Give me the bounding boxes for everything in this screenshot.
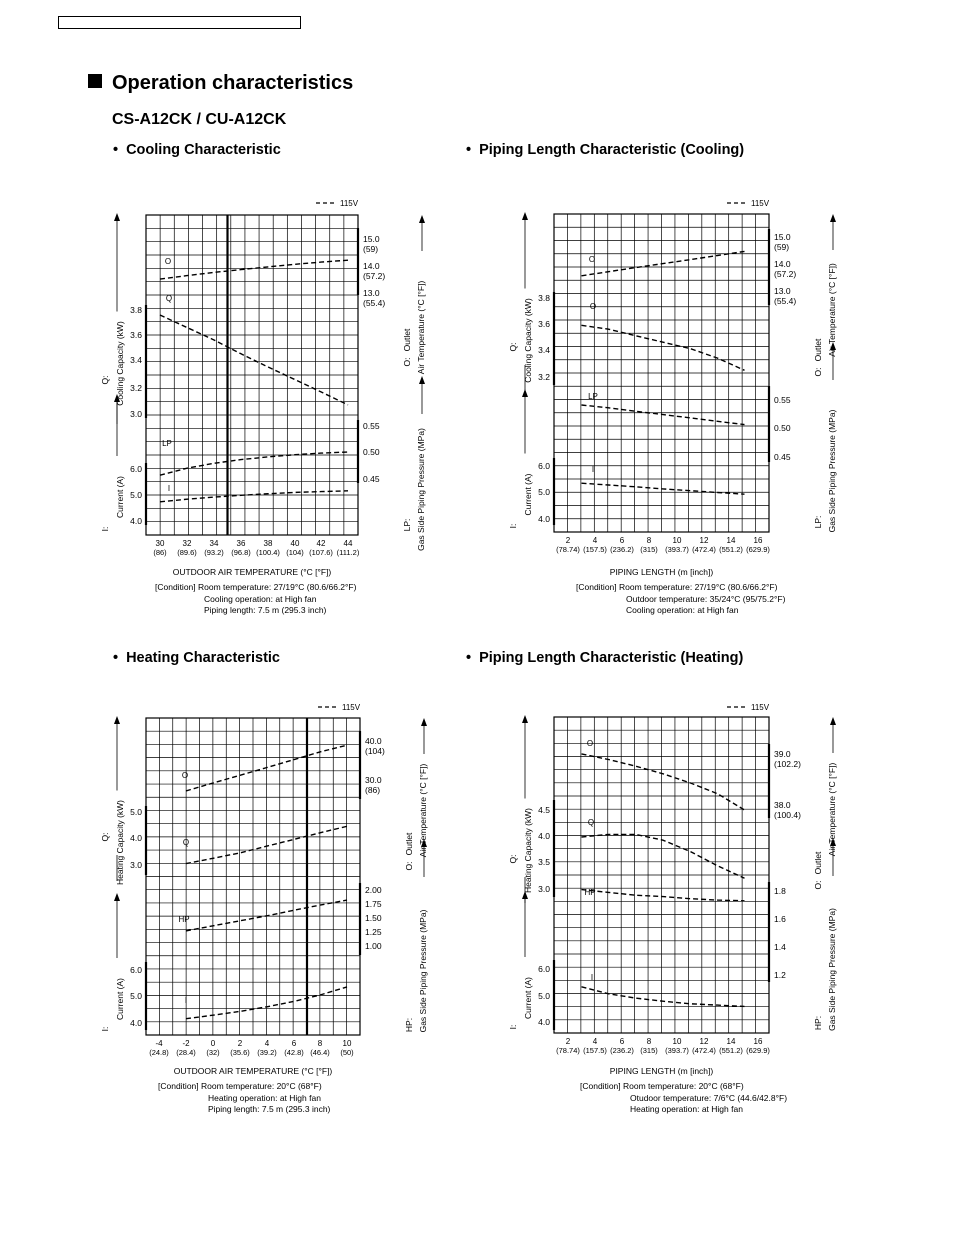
- left-bottom-axis-letter: I:: [100, 1026, 110, 1032]
- condition-line: Outdoor temperature: 35/24°C (95/75.2°F): [626, 594, 786, 604]
- left-top-tick: 3.4: [538, 345, 550, 355]
- left-top-axis-label: Cooling Capacity (kW): [115, 321, 125, 406]
- right-top-axis-letter: O:: [404, 861, 414, 871]
- x-tick-label: 4: [592, 536, 598, 545]
- curve-label: Q: [587, 818, 595, 827]
- curve-label: I: [184, 996, 188, 1005]
- x-tick-sub-label: (157.5): [583, 545, 607, 554]
- x-tick-label: 32: [182, 539, 192, 548]
- x-tick-sub-label: (393.7): [665, 545, 689, 554]
- left-top-axis-label: Heating Capacity (kW): [523, 807, 533, 894]
- x-tick-sub-label: (472.4): [692, 1046, 716, 1055]
- left-bottom-tick: 6.0: [130, 965, 142, 975]
- left-top-tick: 3.0: [130, 409, 142, 419]
- arrow-up-icon: [830, 214, 836, 222]
- model-name: CS-A12CK / CU-A12CK: [112, 111, 287, 128]
- left-top-tick: 5.0: [130, 807, 142, 817]
- right-top-tick: 14.0: [363, 261, 380, 271]
- x-tick-label: -2: [182, 1039, 190, 1048]
- curve-label: LP: [588, 392, 598, 401]
- right-top-tick: 38.0: [774, 800, 791, 810]
- x-tick-sub-label: (86): [153, 548, 167, 557]
- legend-label: 115V: [751, 703, 770, 712]
- x-tick-label: 2: [237, 1039, 243, 1048]
- left-top-axis-label: Heating Capacity (kW): [115, 799, 125, 886]
- left-top-axis-letter: Q:: [100, 375, 110, 385]
- right-top-tick: 39.0: [774, 749, 791, 759]
- x-tick-label: 34: [209, 539, 219, 548]
- x-tick-label: 12: [699, 1037, 709, 1046]
- right-bottom-tick: 0.55: [363, 421, 380, 431]
- series-line-I: [582, 987, 745, 1007]
- right-bottom-tick: 0.45: [774, 452, 791, 462]
- right-bottom-axis-letter: HP:: [813, 1015, 823, 1031]
- x-tick-sub-label: (100.4): [256, 548, 280, 557]
- x-tick-label: 10: [672, 1037, 682, 1046]
- left-bottom-tick: 6.0: [130, 464, 142, 474]
- right-top-axis-letter: O:: [813, 880, 823, 890]
- right-top-tick: 13.0: [363, 288, 380, 298]
- chart-0: [100, 199, 426, 615]
- x-tick-label: 6: [619, 536, 625, 545]
- x-tick-sub-label: (39.2): [257, 1048, 277, 1057]
- curve-label: LP: [162, 439, 172, 448]
- right-top-tick-sub: (59): [363, 244, 379, 254]
- left-bottom-axis-letter: I:: [508, 523, 518, 529]
- x-tick-label: 14: [726, 536, 736, 545]
- x-tick-sub-label: (157.5): [583, 1046, 607, 1055]
- arrow-up-icon: [522, 389, 528, 397]
- arrow-up-icon: [419, 215, 425, 223]
- right-top-tick: 13.0: [774, 286, 791, 296]
- section-title-text: Operation characteristics: [112, 72, 354, 94]
- x-tick-sub-label: (78.74): [556, 1046, 580, 1055]
- left-top-tick: 3.4: [130, 355, 142, 365]
- left-top-axis-letter: Q:: [508, 854, 518, 864]
- curve-label: HP: [584, 888, 596, 897]
- condition-line: Heating operation: at High fan: [630, 1104, 743, 1114]
- right-bottom-tick: 0.50: [774, 423, 791, 433]
- right-bottom-tick: 1.75: [365, 899, 382, 909]
- left-bottom-axis-letter: I:: [100, 526, 110, 532]
- curve-label: Q: [165, 294, 173, 303]
- right-top-axis-label-b: Air Temperature (°C [°F]): [827, 263, 837, 357]
- curve-label: O: [181, 771, 189, 780]
- x-tick-label: -4: [155, 1039, 163, 1048]
- x-tick-label: 40: [290, 539, 300, 548]
- x-tick-sub-label: (551.2): [719, 1046, 743, 1055]
- x-tick-label: 6: [291, 1039, 297, 1048]
- x-tick-sub-label: (78.74): [556, 545, 580, 554]
- right-bottom-axis-letter: LP:: [813, 515, 823, 529]
- right-bottom-axis-label: Gas Side Piping Pressure (MPa): [827, 908, 837, 1031]
- right-bottom-tick: 2.00: [365, 885, 382, 895]
- right-bottom-tick: 1.6: [774, 914, 786, 924]
- x-tick-sub-label: (315): [640, 545, 658, 554]
- condition-line: Piping length: 7.5 m (295.3 inch): [208, 1104, 331, 1114]
- right-bottom-axis-label: Gas Side Piping Pressure (MPa): [416, 428, 426, 551]
- bullet-icon: •: [466, 650, 472, 666]
- right-top-axis-label-a: Outlet: [404, 832, 414, 856]
- right-top-axis-label-a: Outlet: [402, 328, 412, 352]
- x-tick-label: 6: [619, 1037, 625, 1046]
- x-tick-label: 8: [646, 536, 652, 545]
- left-bottom-tick: 4.0: [130, 1018, 142, 1028]
- curve-label: HP: [178, 915, 190, 924]
- x-tick-label: 8: [646, 1037, 652, 1046]
- x-tick-sub-label: (393.7): [665, 1046, 689, 1055]
- right-top-axis-label-b: Air Temperature (°C [°F]): [827, 762, 837, 857]
- right-top-tick: 40.0: [365, 736, 382, 746]
- bullet-icon: •: [113, 142, 119, 158]
- x-tick-label: 12: [699, 536, 709, 545]
- x-tick-label: 36: [236, 539, 246, 548]
- x-tick-sub-label: (107.6): [309, 548, 333, 557]
- arrow-up-icon: [114, 716, 120, 724]
- right-bottom-tick: 1.8: [774, 886, 786, 896]
- condition-line: [Condition] Room temperature: 20°C (68°F): [158, 1081, 322, 1091]
- x-tick-sub-label: (89.6): [177, 548, 197, 557]
- right-bottom-tick: 1.50: [365, 913, 382, 923]
- series-line-HP: [582, 890, 745, 901]
- chart-2: [100, 703, 428, 1114]
- x-tick-label: 10: [342, 1039, 352, 1048]
- x-tick-label: 4: [264, 1039, 270, 1048]
- right-bottom-tick: 1.2: [774, 970, 786, 980]
- series-line-Q: [582, 834, 745, 878]
- left-top-tick: 4.0: [130, 833, 142, 843]
- x-tick-sub-label: (93.2): [204, 548, 224, 557]
- x-tick-label: 16: [753, 536, 763, 545]
- left-bottom-tick: 6.0: [538, 461, 550, 471]
- right-top-tick-sub: (86): [365, 785, 381, 795]
- x-axis-label: OUTDOOR AIR TEMPERATURE (°C [°F]): [172, 567, 332, 577]
- left-top-tick: 3.2: [538, 372, 550, 382]
- right-bottom-axis-label: Gas Side Piping Pressure (MPa): [827, 409, 837, 533]
- subtitle-text: Piping Length Characteristic (Cooling): [479, 142, 745, 158]
- subtitle-text: Heating Characteristic: [126, 650, 280, 666]
- left-top-tick: 3.8: [538, 293, 550, 303]
- condition-line: Heating operation: at High fan: [208, 1093, 321, 1103]
- right-top-tick-sub: (57.2): [363, 271, 386, 281]
- left-bottom-tick: 4.0: [130, 516, 142, 526]
- x-tick-label: 42: [316, 539, 326, 548]
- right-bottom-axis-letter: HP:: [404, 1017, 414, 1033]
- series-line-O: [582, 251, 745, 275]
- x-tick-sub-label: (32): [206, 1048, 220, 1057]
- x-tick-sub-label: (236.2): [610, 1046, 634, 1055]
- condition-line: [Condition] Room temperature: 20°C (68°F): [580, 1081, 744, 1091]
- x-tick-sub-label: (236.2): [610, 545, 634, 554]
- x-tick-label: 2: [565, 1037, 571, 1046]
- right-top-tick: 30.0: [365, 775, 382, 785]
- x-tick-sub-label: (104): [286, 548, 304, 557]
- left-bottom-tick: 5.0: [130, 490, 142, 500]
- left-bottom-axis-letter: I:: [508, 1024, 518, 1030]
- x-tick-label: 14: [726, 1037, 736, 1046]
- x-tick-sub-label: (96.8): [231, 548, 251, 557]
- right-bottom-tick: 1.00: [365, 941, 382, 951]
- right-top-axis-label-b: Air Temperature (°C [°F]): [416, 280, 426, 375]
- bullet-icon: •: [466, 142, 472, 158]
- x-tick-label: 10: [672, 536, 682, 545]
- left-bottom-axis-label: Current (A): [115, 977, 125, 1021]
- x-tick-sub-label: (315): [640, 1046, 658, 1055]
- left-top-axis-label: Cooling Capacity (kW): [523, 298, 533, 383]
- x-tick-sub-label: (629.9): [746, 1046, 770, 1055]
- arrow-up-icon: [522, 715, 528, 723]
- left-top-axis-letter: Q:: [100, 832, 110, 842]
- left-top-tick: 3.0: [538, 884, 550, 894]
- x-tick-label: 38: [263, 539, 273, 548]
- x-tick-sub-label: (50): [340, 1048, 354, 1057]
- arrow-up-icon: [522, 212, 528, 220]
- curve-label: O: [586, 739, 594, 748]
- right-top-tick: 15.0: [774, 232, 791, 242]
- left-bottom-axis-label: Current (A): [523, 473, 533, 516]
- left-top-tick: 3.8: [130, 305, 142, 315]
- right-top-axis-label-a: Outlet: [813, 851, 823, 875]
- left-top-tick: 4.0: [538, 831, 550, 841]
- arrow-up-icon: [419, 376, 425, 384]
- left-top-tick: 3.6: [130, 330, 142, 340]
- right-bottom-tick: 1.25: [365, 927, 382, 937]
- curve-label: I: [590, 973, 594, 982]
- right-top-tick: 15.0: [363, 234, 380, 244]
- legend-label: 115V: [340, 199, 359, 208]
- left-top-axis-letter: Q:: [508, 342, 518, 352]
- x-tick-label: 44: [343, 539, 353, 548]
- left-top-tick: 3.2: [130, 383, 142, 393]
- chart-3: [508, 703, 837, 1114]
- curve-label: I: [591, 465, 595, 474]
- right-top-tick-sub: (55.4): [774, 296, 797, 306]
- x-tick-label: 8: [317, 1039, 323, 1048]
- arrow-up-icon: [114, 893, 120, 901]
- right-top-axis-label-b: Air Temperature (°C [°F]): [418, 763, 428, 858]
- right-bottom-axis-letter: LP:: [402, 518, 412, 532]
- condition-line: Cooling operation: at High fan: [626, 605, 739, 615]
- left-bottom-tick: 4.0: [538, 514, 550, 524]
- right-top-tick-sub: (100.4): [774, 810, 801, 820]
- right-top-tick-sub: (55.4): [363, 298, 386, 308]
- condition-line: [Condition] Room temperature: 27/19°C (80.6/66.2°F): [155, 582, 357, 592]
- x-tick-label: 0: [210, 1039, 216, 1048]
- curve-label: Q: [182, 838, 190, 847]
- right-bottom-tick: 0.55: [774, 395, 791, 405]
- x-tick-sub-label: (28.4): [176, 1048, 196, 1057]
- series-line-LP: [582, 405, 745, 425]
- arrow-up-icon: [830, 717, 836, 725]
- x-tick-sub-label: (46.4): [310, 1048, 330, 1057]
- series-line-O: [582, 325, 745, 370]
- curve-label: I: [167, 484, 171, 493]
- x-tick-sub-label: (629.9): [746, 545, 770, 554]
- left-bottom-tick: 5.0: [130, 991, 142, 1001]
- left-bottom-tick: 5.0: [538, 991, 550, 1001]
- left-top-tick: 3.5: [538, 857, 550, 867]
- x-tick-sub-label: (42.8): [284, 1048, 304, 1057]
- left-bottom-tick: 6.0: [538, 964, 550, 974]
- condition-line: Cooling operation: at High fan: [204, 594, 317, 604]
- x-tick-sub-label: (551.2): [719, 545, 743, 554]
- legend-label: 115V: [751, 199, 770, 208]
- x-tick-label: 4: [592, 1037, 598, 1046]
- x-tick-sub-label: (472.4): [692, 545, 716, 554]
- condition-line: [Condition] Room temperature: 27/19°C (80.6/66.2°F): [576, 582, 778, 592]
- right-top-tick-sub: (104): [365, 746, 385, 756]
- right-top-axis-letter: O:: [402, 357, 412, 367]
- left-bottom-axis-label: Current (A): [523, 976, 533, 1020]
- right-top-tick-sub: (102.2): [774, 759, 801, 769]
- x-tick-sub-label: (111.2): [336, 548, 360, 557]
- right-bottom-tick: 0.50: [363, 447, 380, 457]
- curve-label: O: [589, 302, 597, 311]
- x-tick-sub-label: (24.8): [149, 1048, 169, 1057]
- right-top-axis-letter: O:: [813, 367, 823, 377]
- left-top-tick: 3.0: [130, 860, 142, 870]
- left-top-tick: 3.6: [538, 319, 550, 329]
- subtitle-text: Piping Length Characteristic (Heating): [479, 650, 744, 666]
- condition-line: Piping length: 7.5 m (295.3 inch): [204, 605, 327, 615]
- x-tick-label: 16: [753, 1037, 763, 1046]
- right-top-tick-sub: (59): [774, 242, 790, 252]
- subtitle-text: Cooling Characteristic: [126, 142, 281, 158]
- arrow-up-icon: [114, 213, 120, 221]
- x-tick-label: 30: [155, 539, 165, 548]
- right-top-tick-sub: (57.2): [774, 269, 797, 279]
- x-axis-label: PIPING LENGTH (m [inch]): [609, 567, 714, 577]
- right-top-axis-label-a: Outlet: [813, 338, 823, 362]
- right-top-tick: 14.0: [774, 259, 791, 269]
- left-bottom-tick: 4.0: [538, 1017, 550, 1027]
- curve-label: O: [164, 257, 172, 266]
- condition-line: Otudoor temperature: 7/6°C (44.6/42.8°F): [630, 1093, 788, 1103]
- right-bottom-tick: 1.4: [774, 942, 786, 952]
- chart-1: [508, 199, 837, 615]
- bullet-icon: •: [113, 650, 119, 666]
- left-bottom-axis-label: Current (A): [115, 475, 125, 519]
- x-tick-sub-label: (35.6): [230, 1048, 250, 1057]
- left-bottom-tick: 5.0: [538, 487, 550, 497]
- series-line-O: [582, 754, 745, 810]
- curve-label: O: [588, 255, 596, 264]
- x-axis-label: OUTDOOR AIR TEMPERATURE (°C [°F]): [173, 1066, 333, 1076]
- left-top-tick: 4.5: [538, 805, 550, 815]
- arrow-up-icon: [421, 718, 427, 726]
- right-bottom-tick: 0.45: [363, 474, 380, 484]
- x-tick-label: 2: [565, 536, 571, 545]
- legend-label: 115V: [342, 703, 361, 712]
- x-axis-label: PIPING LENGTH (m [inch]): [609, 1066, 714, 1076]
- right-bottom-axis-label: Gas Side Piping Pressure (MPa): [418, 909, 428, 1033]
